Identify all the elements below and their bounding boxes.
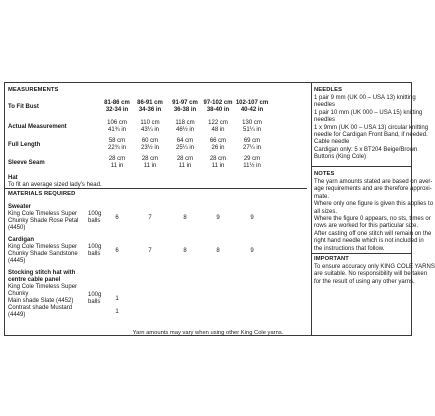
measurement-value-in: 27¼ in [242,145,262,151]
measurement-value-cm: 110 cm [140,120,160,126]
sweater-unit-balls: balls [88,218,101,224]
sweater-qty-cell: 8 [183,215,187,221]
hat-yarn-line5: (4449) [8,312,26,318]
hat-yarn-line2: Chunky [8,291,29,297]
measurement-value-cm: 28 cm [176,156,194,162]
sweater-yarn-line3: (4450) [8,225,26,231]
measurement-value-cm: 58 cm [108,138,126,144]
notes-line: rows are worked for this particular size. [314,223,419,230]
measurement-row-label: Actual Measurement [8,124,67,130]
measurement-value-in: 26 in [211,145,225,151]
measurement-row-label: Sleeve Seam [8,160,45,166]
needles-line: Cable needle [314,139,350,146]
measurement-value-in: 25¼ in [175,145,195,151]
cardigan-unit: 100g [88,244,102,250]
notes-line: all sizes. [314,208,338,215]
needles-line: needle for Cardigan Front Band, if needed. [314,132,428,138]
sweater-qty-cell: 9 [216,215,220,221]
needles-line: 1 pair 9 mm (UK 00 – USA 13) knitting [314,95,416,101]
cardigan-yarn-line2: Chunky Shade Sandstone [8,251,78,257]
measurement-value-in: 11 in [110,163,124,169]
measurement-value-in: 11 in [211,163,225,169]
hat-unit: 100g [88,292,102,298]
measurement-value-in: 48 in [211,127,225,133]
measurements-heading: MEASUREMENTS [8,87,59,93]
cardigan-unit-balls: balls [88,251,101,257]
cardigan-qty-cell: 9 [250,248,254,254]
needles-line: 1 x 9mm (UK 00 – USA 13) circular knitting [314,124,429,131]
needles-line: needles [314,117,336,124]
needles-line: 1 pair 10 mm (UK 000 – USA 15) knitting [314,109,423,116]
size-header-in: 40-42 in [240,107,264,113]
size-header-in: 32-34 in [105,107,129,113]
measurement-row-label: To Fit Bust [8,104,39,110]
hat-yarn-line4: Contrast shade Mustard [8,305,73,311]
measurement-value-in: 23½ in [140,145,160,151]
hat-yarn-line3: Main shade Slate (4452) [8,298,74,304]
measurement-value-in: 11½ in [243,163,261,169]
notes-line: mate. [314,193,330,200]
measurement-value-cm: 29 cm [243,156,261,162]
cardigan-qty-cell: 6 [115,248,119,254]
needles-heading: NEEDLES [314,87,343,93]
cardigan-yarn-line3: (4445) [8,258,26,264]
measurement-value-cm: 118 cm [175,120,195,126]
materials-heading: MATERIALS REQUIRED [8,191,76,197]
cardigan-qty-cell: 8 [216,248,220,254]
size-header-in: 38-40 in [206,107,230,113]
size-header-in: 36-38 in [173,107,197,113]
measurement-value-in: 11 in [143,163,157,169]
size-header-cm: 102-107 cm [235,100,269,106]
needles-line: Cardigan only: 5 x BT204 Beige/Brown [314,146,418,153]
important-heading: IMPORTANT [314,256,349,262]
measurement-value-cm: 60 cm [141,138,159,144]
measurement-value-in: 41¾ in [107,127,127,133]
cardigan-qty-cell: 8 [183,248,187,254]
needles-line: Buttons (King Cole) [314,154,367,161]
size-header-cm: 97-102 cm [203,100,233,106]
notes-line: age requirements and are therefore approxi- [314,186,432,193]
measurement-value-cm: 66 cm [209,138,227,144]
section-divider-right-2 [312,253,412,254]
yarn-amount-note: Yarn amounts may vary when using other King Cole yarns. [132,330,284,336]
measurement-value-in: 22¾ in [107,145,127,151]
hat-main-qty: 1 [115,296,119,302]
hat-yarn-line1: King Cole Timeless Super [8,284,78,290]
cardigan-qty-cell: 7 [148,248,152,254]
notes-heading: NOTES [314,171,335,177]
notes-line: Where only one figure is given this applies to [314,201,434,208]
notes-line: the instructions that follow. [314,245,385,252]
sweater-unit: 100g [88,211,102,217]
measurement-value-in: 51¼ in [242,127,262,133]
sweater-title: Sweater [8,204,32,210]
sweater-qty-cell: 7 [148,215,152,221]
measurement-value-in: 43¼ in [140,127,160,133]
important-line: for the result of using any other yarns. [314,278,415,285]
sweater-yarn-line1: King Cole Timeless Super [8,211,78,217]
measurement-value-cm: 28 cm [108,156,126,162]
measurement-value-cm: 28 cm [141,156,159,162]
notes-line: After casting off one stitch will remain on the [314,230,432,237]
cardigan-title: Cardigan [8,237,35,243]
measurement-row-label: Full Length [8,142,41,148]
hat-unit-balls: balls [88,299,101,305]
section-divider-right-1 [312,166,412,167]
size-header-cm: 86-91 cm [137,100,163,106]
measurement-value-cm: 28 cm [209,156,227,162]
notes-line: Where the figure 0 appears, no sts, times or [314,216,431,222]
measurement-value-in: 11 in [178,163,192,169]
measurement-value-in: 46½ in [175,127,195,133]
notes-line: The yarn amounts stated are based on aver- [314,179,433,185]
measurement-value-cm: 69 cm [243,138,261,144]
sweater-qty-cell: 9 [250,215,254,221]
sweater-yarn-line2: Chunky Shade Rose Petal [8,218,79,224]
hat-fit-text: To fit an average sized lady’s head. [8,182,102,188]
hat-contrast-qty: 1 [115,309,119,315]
important-line: To ensure accuracy only KING COLE YARNS [314,264,435,270]
important-line: are suitable. No responsibility will be taken [314,271,428,278]
size-header-cm: 91-97 cm [172,100,198,106]
hat-materials-title1: Stocking stitch hat with [8,270,76,276]
hat-label: Hat [8,175,18,181]
notes-line: right hand needle which is not included in [314,238,424,245]
size-header-cm: 81-86 cm [104,100,130,106]
size-header-in: 34-36 in [138,107,162,113]
measurement-value-cm: 106 cm [107,120,127,126]
sweater-qty-cell: 6 [115,215,119,221]
cardigan-yarn-line1: King Cole Timeless Super [8,244,78,250]
column-divider [311,83,312,335]
hat-materials-title2: centre cable panel [8,277,61,283]
measurement-value-cm: 130 cm [242,120,262,126]
measurement-value-cm: 64 cm [176,138,194,144]
needles-line: needles [314,102,336,109]
measurement-value-cm: 122 cm [208,120,228,126]
